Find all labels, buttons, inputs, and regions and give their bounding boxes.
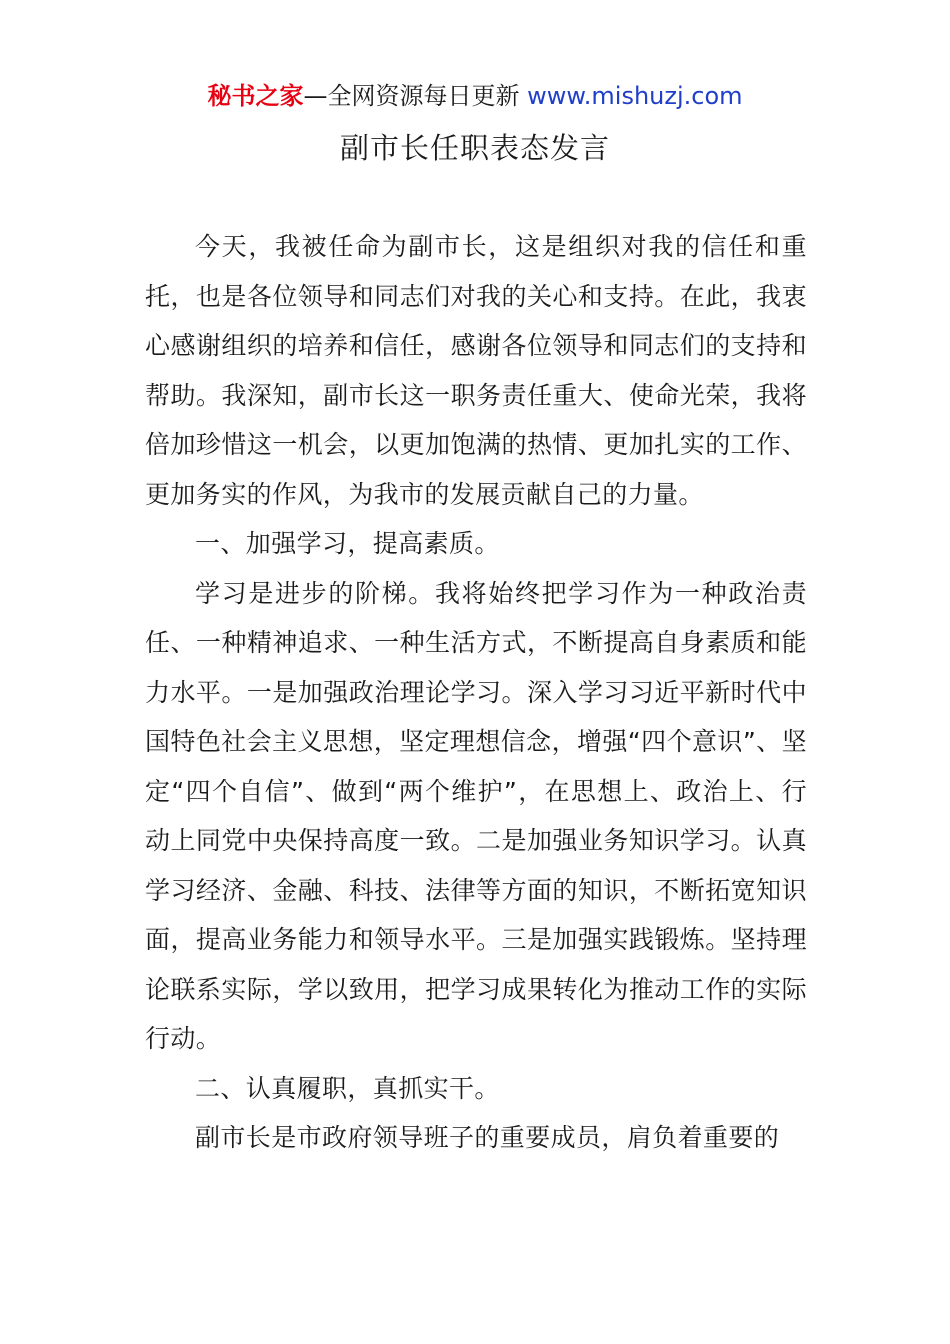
document-title: 副市长任职表态发言	[339, 131, 610, 165]
section-heading-1: 一、加强学习，提高素质。	[195, 529, 500, 558]
section-1-paragraph: 学习是进步的阶梯。我将始终把学习作为一种政治责任、一种精神追求、一种生活方式，不断提高自身素质和能力水平。一是加强政治理论学习。深入学习习近平新时代中国特色社会主义思想，坚定理想信念，增强“四个意识”、坚定“四个自信”、做到“两个维护”，在思想上、政治上、行动上同党中央保持高度一致。二是加强业务知识学习。认真学习经济、金融、科技、法律等方面的知识，不断拓宽知识面，提高业务能力和领导水平。三是加强实践锻炼。坚持理论联系实际，学以致用，把学习成果转化为推动工作的实际行动。	[145, 578, 807, 1053]
section-heading-2: 二、认真履职，真抓实干。	[195, 1073, 500, 1103]
section-2-paragraph: 副市长是市政府领导班子的重要成员，肩负着重要的	[195, 1123, 780, 1152]
document-body	[145, 222, 807, 1163]
intro-paragraph: 今天，我被任命为副市长，这是组织对我的信任和重托，也是各位领导和同志们对我的关心和支持。在此，我衷心感谢组织的培养和信任，感谢各位领导和同志们的支持和帮助。我深知，副市长这一职务责任重大、使命光荣，我将倍加珍惜这一机会，以更加饱满的热情、更加扎实的工作、更加务实的作风，为我市的发展贡献自己的力量。	[145, 232, 807, 509]
site-header	[0, 80, 950, 112]
site-brand: 秘书之家	[207, 82, 304, 110]
site-url-link[interactable]: www.mishuzj.com	[527, 82, 743, 110]
site-tagline: —全网资源每日更新	[303, 82, 520, 110]
